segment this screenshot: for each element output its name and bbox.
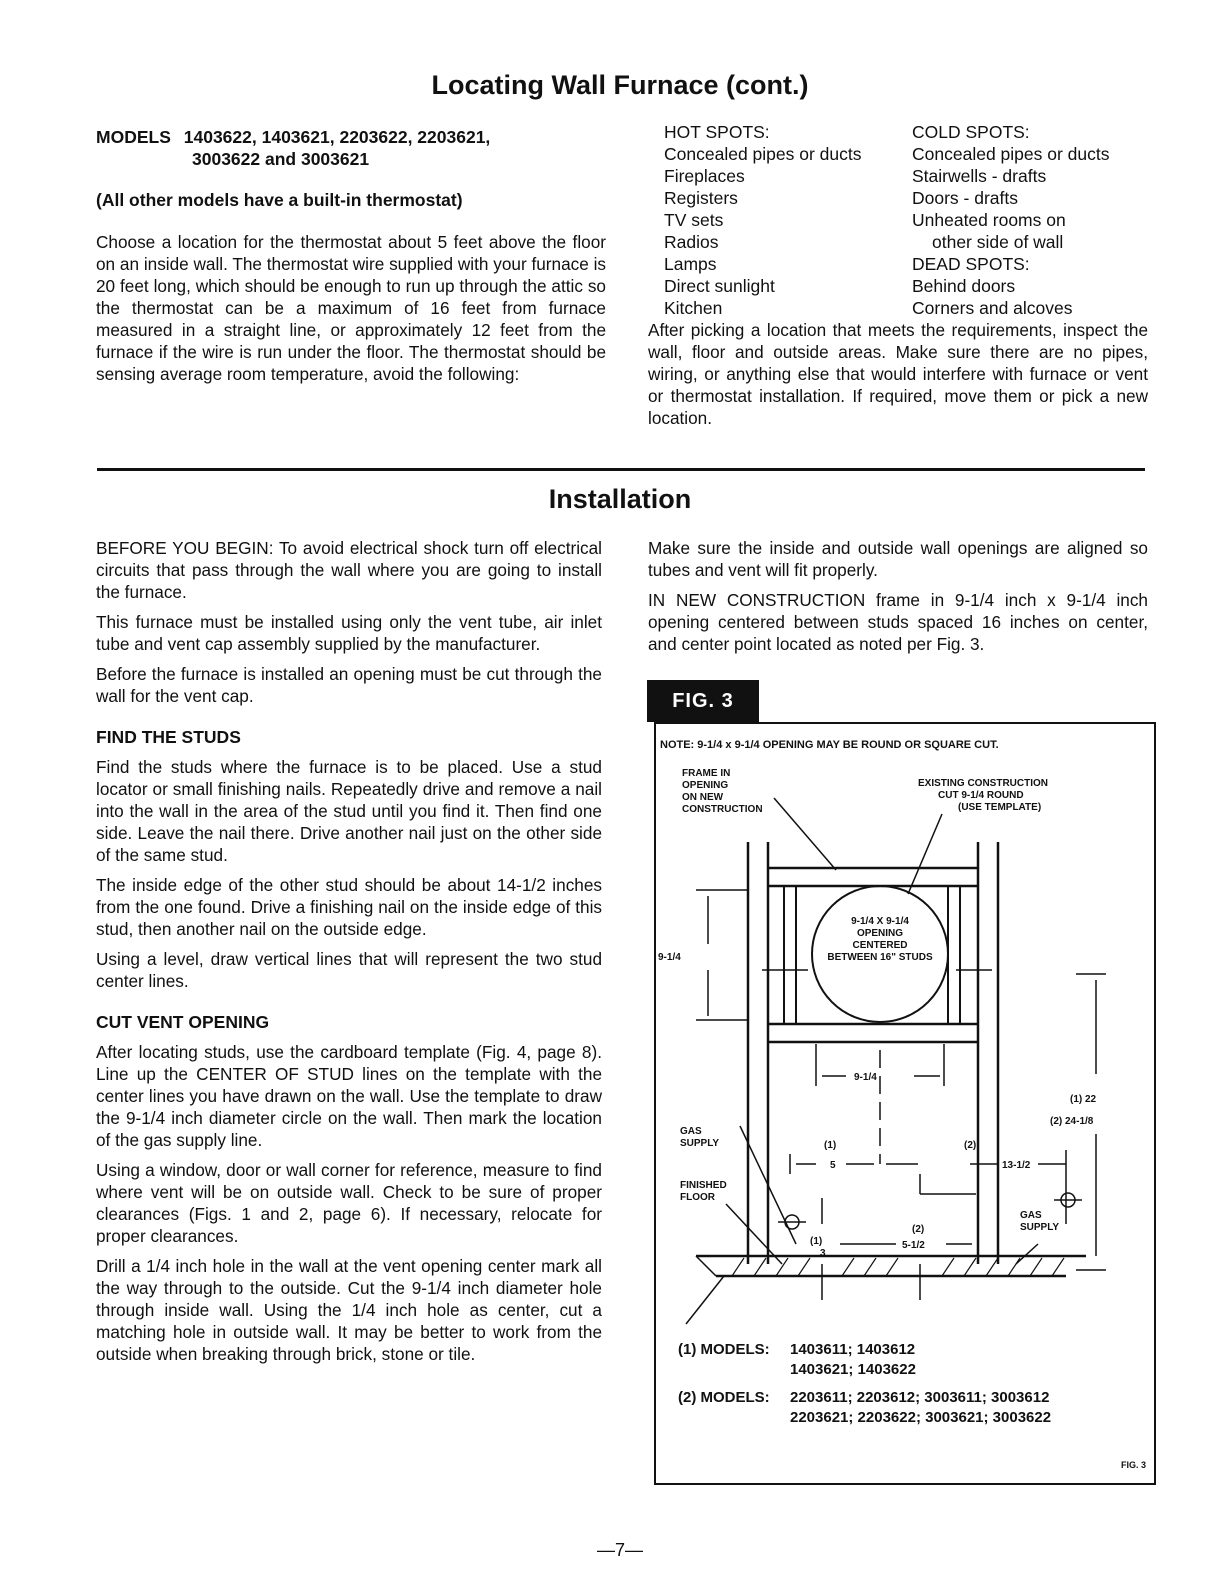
thermostat-location-paragraph: Choose a location for the thermostat about 5 feet above the floor on an inside wall. The thermostat wire supplied with your furnace is 20 feet long, which should be enough to run up through the attic so the thermostat can be a maximum of 16 feet from furnace measured in a straight line, or approximately 12 feet from the furnace if the wire is run under the floor. The thermostat should be sensing average room temperature, avoid the following: <box>96 232 606 384</box>
cold-spots-header: COLD SPOTS: <box>912 122 1030 142</box>
dim-bottom-label: 9-1/4 <box>854 1072 877 1083</box>
builtin-thermostat-note: (All other models have a built-in thermostat) <box>96 190 463 210</box>
locating-left-column <box>96 126 606 393</box>
after-picking-paragraph: After picking a location that meets the requirements, inspect the wall, floor and outside areas. Make sure there are no pipes, wiring, or anything else that would interfere with furnace or vent or thermostat installation. If required, move them or pick a new location. <box>648 320 1148 428</box>
find-studs-paragraph-2: The inside edge of the other stud should be about 14-1/2 inches from the one found. Drive a finishing nail on the inside edge of this stud, then another nail on the outside edge. <box>96 875 602 939</box>
figure-3-diagram <box>656 724 1154 1483</box>
cold-spot-item: Stairwells - drafts <box>912 166 1047 186</box>
opening-label-1: 9-1/4 X 9-1/4 <box>851 916 909 927</box>
models-1-label: (1) MODELS: <box>678 1341 770 1358</box>
floor-hatch <box>732 1258 1064 1276</box>
finished-floor-1: FINISHED <box>680 1180 727 1191</box>
dead-spot-item: Corners and alcoves <box>912 298 1073 318</box>
frame-label-4: CONSTRUCTION <box>682 804 763 815</box>
page-number: —7— <box>596 1540 643 1560</box>
locating-right-column <box>648 121 1148 429</box>
models-line1: 1403622, 1403621, 2203622, 2203621, <box>183 127 491 147</box>
gas-supply-right-2: SUPPLY <box>1020 1222 1060 1233</box>
installation-right-column <box>648 537 1148 663</box>
cut-vent-paragraph-3: Drill a 1/4 inch hole in the wall at the vent opening center mark all the way through to the outside. Cut the 9-1/4 inch diameter hole through inside wall. Using the 1/4 inch hole as center, cut a matching hole in outside wall. It may be better to work from the outside when breaking through brick, stone or tile. <box>96 1256 602 1364</box>
dead-spots-header: DEAD SPOTS: <box>912 254 1030 274</box>
hot-spot-item: TV sets <box>664 210 724 230</box>
figure-id-label: FIG. 3 <box>1120 1460 1146 1470</box>
hot-spot-item: Lamps <box>664 254 717 274</box>
frame-label-2: OPENING <box>682 780 729 791</box>
hot-spot-item: Fireplaces <box>664 166 745 186</box>
find-studs-paragraph-3: Using a level, draw vertical lines that will represent the two stud center lines. <box>96 949 602 991</box>
models-2-line-2: 2203621; 2203622; 3003621; 3003622 <box>790 1409 1052 1426</box>
dim-4-marker: (2) <box>912 1224 925 1235</box>
dim-3-value: 3 <box>820 1248 826 1259</box>
cold-spot-item: Unheated rooms on <box>912 210 1066 230</box>
section-title-installation: Installation <box>548 484 692 514</box>
cold-spot-item: Concealed pipes or ducts <box>912 144 1110 164</box>
hot-spots-column <box>648 121 912 319</box>
installation-left-column <box>96 537 602 1373</box>
dim-4-value: 5-1/2 <box>902 1240 925 1251</box>
existing-label-3: (USE TEMPLATE) <box>958 802 1042 813</box>
opening-label-4: BETWEEN 16" STUDS <box>827 952 933 963</box>
cold-spot-item: other side of wall <box>932 232 1064 252</box>
models-1-line-2: 1403621; 1403622 <box>790 1361 916 1378</box>
figure-3-box <box>654 722 1156 1485</box>
opening-label-3: CENTERED <box>852 940 908 951</box>
figure-tab: FIG. 3 <box>647 680 759 722</box>
dim-right-label-1: (1) 22 <box>1070 1094 1097 1105</box>
existing-label-1: EXISTING CONSTRUCTION <box>918 778 1049 789</box>
models-block <box>96 126 606 170</box>
vent-tube-paragraph: This furnace must be installed using only the vent tube, air inlet tube and vent cap assembly supplied by the manufacturer. <box>96 612 602 654</box>
section-title-locating: Locating Wall Furnace (cont.) <box>431 70 809 100</box>
dim-1-marker: (1) <box>824 1140 837 1151</box>
frame-label-3: ON NEW <box>682 792 724 803</box>
hot-spot-item: Kitchen <box>664 298 723 318</box>
models-label: MODELS <box>96 127 171 147</box>
frame-label-1: FRAME IN <box>682 768 731 779</box>
cut-vent-heading: CUT VENT OPENING <box>96 1012 270 1032</box>
gas-supply-left-1: GAS <box>680 1126 702 1137</box>
dim-right-label-2: (2) 24-1/8 <box>1050 1116 1094 1127</box>
opening-paragraph: Before the furnace is installed an opening must be cut through the wall for the vent cap. <box>96 664 602 706</box>
models-2-line-1: 2203611; 2203612; 3003611; 3003612 <box>790 1389 1050 1406</box>
dim-1-value: 5 <box>830 1160 836 1171</box>
section-divider <box>97 468 1145 471</box>
gas-supply-right-1: GAS <box>1020 1210 1042 1221</box>
before-you-begin-paragraph: BEFORE YOU BEGIN: To avoid electrical shock turn off electrical circuits that pass through the wall where you are going to install the furnace. <box>96 538 602 602</box>
models-2-label: (2) MODELS: <box>678 1389 770 1406</box>
hot-spot-item: Registers <box>664 188 738 208</box>
fig-note: NOTE: 9-1/4 x 9-1/4 OPENING MAY BE ROUND OR SQUARE CUT. <box>660 739 999 751</box>
opening-label-2: OPENING <box>856 928 904 939</box>
find-studs-paragraph-1: Find the studs where the furnace is to be placed. Use a stud locator or small finishing nails. Repeatedly drive and remove a nail into the wall in the area of the stud until you find it. Then find one side. Leave the nail there. Drive another nail just on the other side of the same stud. <box>96 757 602 865</box>
dead-spot-item: Behind doors <box>912 276 1016 296</box>
models-1-line-1: 1403611; 1403612 <box>790 1341 916 1358</box>
stud-lines <box>748 842 998 1264</box>
hot-spot-item: Radios <box>664 232 719 252</box>
cold-spots-column <box>912 121 1109 319</box>
finished-floor-2: FLOOR <box>680 1192 715 1203</box>
existing-label-2: CUT 9-1/4 ROUND <box>938 790 1024 801</box>
dim-2-marker: (2) <box>964 1140 977 1151</box>
models-line2: 3003622 and 3003621 <box>192 149 370 169</box>
gas-supply-left-2: SUPPLY <box>680 1138 720 1149</box>
hot-spot-item: Direct sunlight <box>664 276 775 296</box>
cut-vent-paragraph-2: Using a window, door or wall corner for reference, measure to find where vent will be on outside wall. Check to be sure of proper clearances (Figs. 1 and 2, page 6). If necessary, relocate for proper clearances. <box>96 1160 602 1246</box>
cut-vent-paragraph-1: After locating studs, use the cardboard template (Fig. 4, page 8). Line up the CENTER OF STUD lines on the template with the center lines you have drawn on the wall. Use the template to draw the 9-1/4 inch diameter circle on the wall. Then mark the location of the gas supply line. <box>96 1042 602 1150</box>
cold-spot-item: Doors - drafts <box>912 188 1018 208</box>
aligned-openings-paragraph: Make sure the inside and outside wall openings are aligned so tubes and vent will fit properly. <box>648 538 1148 580</box>
dim-3-marker: (1) <box>810 1236 823 1247</box>
dim-left-label: 9-1/4 <box>658 952 681 963</box>
hot-spots-header: HOT SPOTS: <box>664 122 770 142</box>
find-studs-heading: FIND THE STUDS <box>96 727 241 747</box>
dim-2-value: 13-1/2 <box>1002 1160 1031 1171</box>
spots-table <box>648 121 1109 319</box>
new-construction-paragraph: IN NEW CONSTRUCTION frame in 9-1/4 inch x 9-1/4 inch opening centered between studs spaced 16 inches on center, and center point located as noted per Fig. 3. <box>648 590 1148 654</box>
hot-spot-item: Concealed pipes or ducts <box>664 144 862 164</box>
